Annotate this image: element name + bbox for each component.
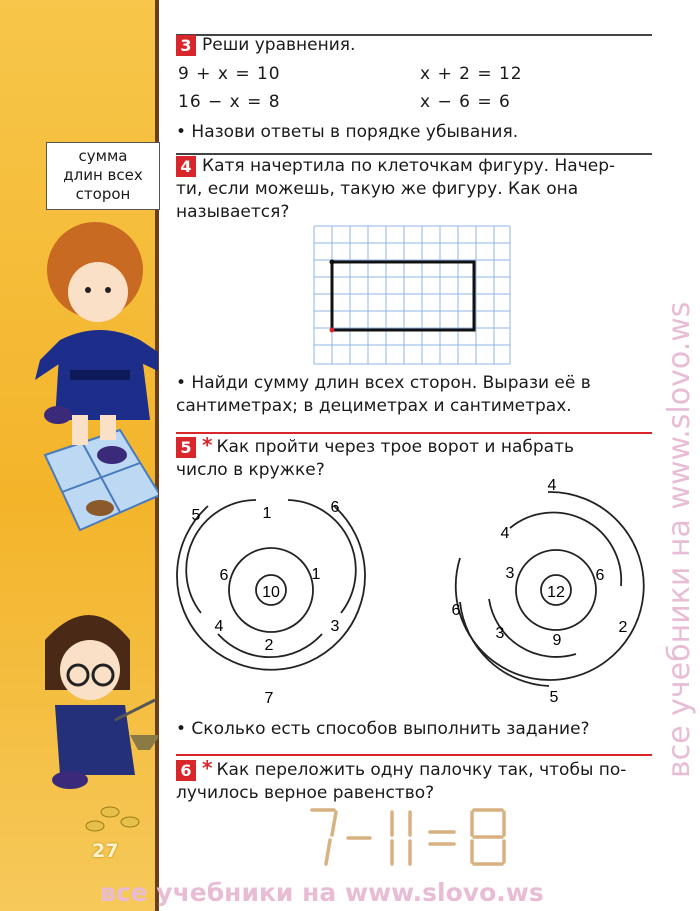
margin-note	[46, 142, 160, 210]
task-number: 5	[176, 437, 196, 458]
task4-text	[176, 155, 615, 224]
stick-equation	[306, 806, 526, 870]
note-line: сумма	[78, 147, 128, 165]
gate-value: 3	[495, 625, 505, 642]
target-number: 10	[262, 584, 280, 601]
task-number: 3	[176, 35, 196, 56]
task4-bullet	[176, 372, 591, 418]
page-number: 27	[92, 840, 119, 862]
gate-value: 6	[595, 567, 605, 584]
text-line: Как переложить одну палочку так, чтобы по-	[216, 760, 627, 780]
text-line: сантиметрах; в дециметрах и сантиметрах.	[176, 396, 572, 416]
text-line: • Найди сумму длин всех сторон. Вырази её в	[176, 373, 591, 393]
side-watermark: все учебники на www.slovo.ws	[662, 301, 697, 778]
gate-value: 3	[330, 618, 340, 635]
gate-value: 1	[262, 505, 272, 522]
gate-value: 4	[214, 618, 224, 635]
gate-value: 6	[219, 567, 229, 584]
gate-value: 4	[547, 478, 557, 494]
grid-figure	[312, 224, 512, 366]
task3-title: Реши уравнения.	[202, 35, 356, 55]
gate-value: 2	[264, 637, 274, 654]
task-number: 6	[176, 760, 196, 781]
task5-text	[176, 434, 574, 482]
gate-value: 4	[500, 525, 510, 542]
gate-value: 9	[552, 632, 562, 649]
text-line: лучилось верное равенство?	[176, 783, 435, 803]
equation: x + 2 = 12	[420, 64, 523, 84]
equation: 9 + x = 10	[178, 64, 281, 84]
gate-value: 7	[264, 690, 274, 707]
girl-illustration	[35, 222, 158, 464]
equation: x − 6 = 6	[420, 92, 511, 112]
task3-bullet: • Назови ответы в порядке убывания.	[176, 122, 519, 142]
rectangle-figure	[332, 262, 474, 330]
star-mark: *	[202, 756, 213, 780]
task-number: 4	[176, 156, 196, 177]
task6-text	[176, 757, 626, 805]
left-gates-diagram	[170, 488, 370, 708]
gate-value: 6	[330, 499, 340, 516]
text-line: Катя начертила по клеточкам фигуру. Начер-	[202, 156, 616, 176]
boy-illustration	[45, 615, 158, 831]
margin-illustrations	[0, 0, 158, 911]
left-margin	[0, 0, 158, 911]
bottom-watermark: все учебники на www.slovo.ws	[100, 878, 544, 907]
text-line: Как пройти через трое ворот и набрать	[216, 437, 575, 457]
gate-value: 5	[191, 507, 201, 524]
gate-value: 1	[311, 566, 321, 583]
gate-value: 6	[451, 602, 461, 619]
gate-value: 3	[505, 565, 515, 582]
task3-header	[176, 34, 355, 57]
star-mark: *	[202, 433, 213, 457]
note-line: длин всех	[63, 166, 143, 184]
text-line: число в кружке?	[176, 460, 325, 480]
note-line: сторон	[75, 185, 131, 203]
gate-value: 2	[618, 619, 628, 636]
task5-bullet: • Сколько есть способов выполнить задание?	[176, 719, 590, 739]
equation: 16 − x = 8	[178, 92, 281, 112]
text-line: называется?	[176, 202, 290, 222]
divider	[176, 754, 652, 756]
gate-value: 5	[549, 689, 559, 704]
stick-equation-text: 7 − 11 = 8	[306, 806, 311, 807]
right-gates-diagram	[450, 478, 650, 704]
text-line: ти, если можешь, такую же фигуру. Как она	[176, 179, 579, 199]
tiles-illustration	[45, 430, 158, 530]
target-number: 12	[547, 584, 565, 601]
